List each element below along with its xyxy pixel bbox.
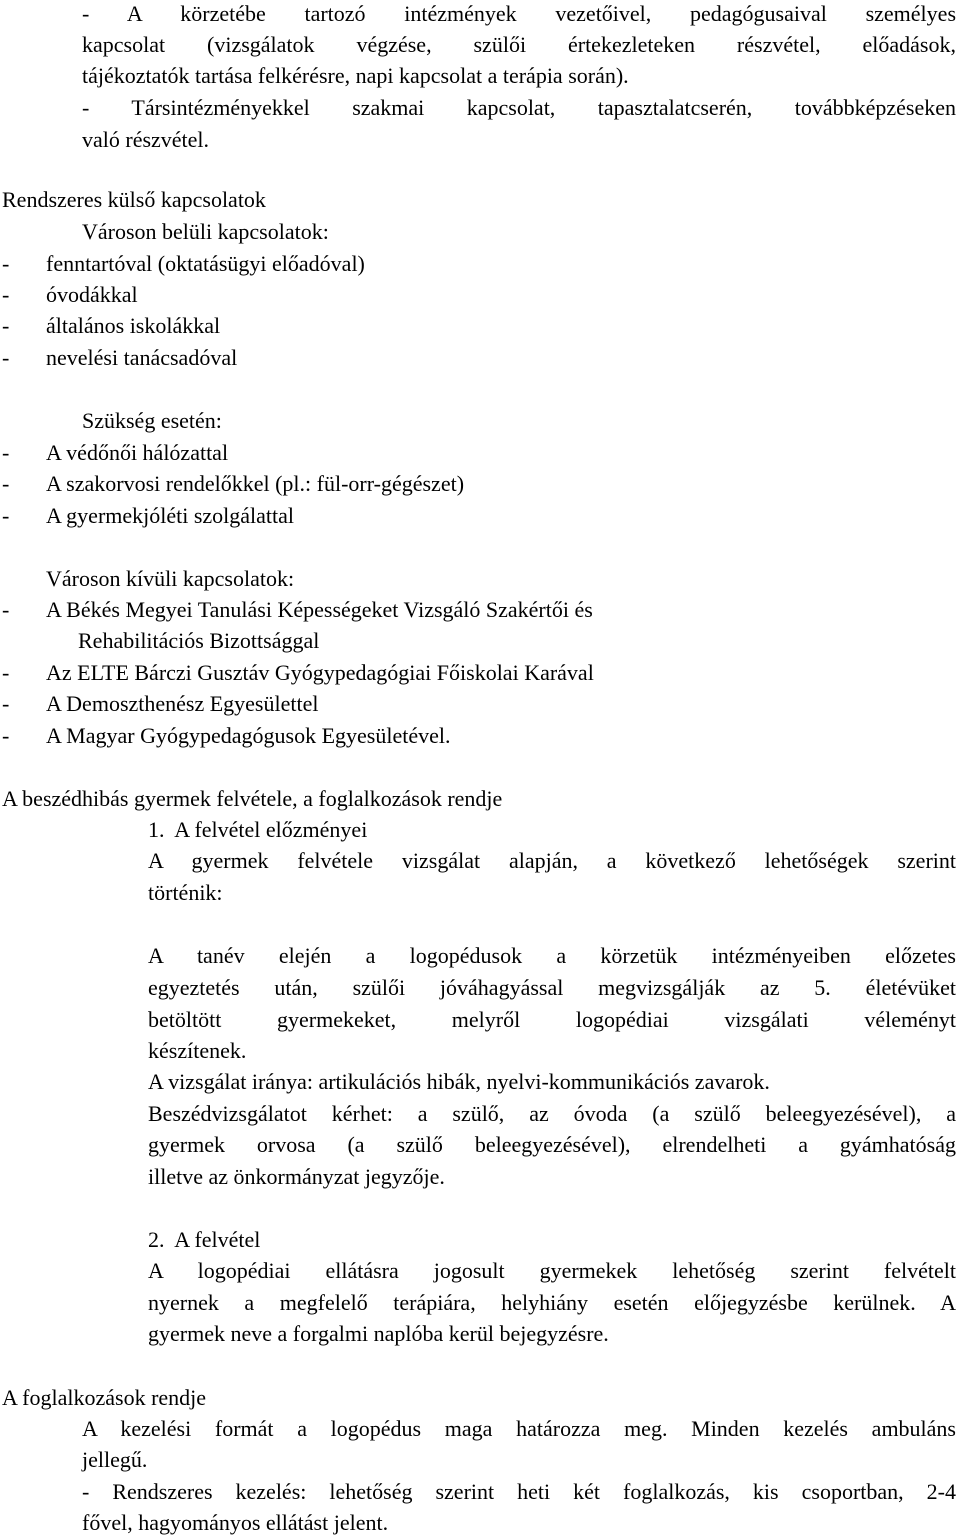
paragraph-line: A vizsgálat iránya: artikulációs hibák, nyelvi-kommunikációs zavarok. [148, 1069, 770, 1094]
paragraph-line: gyermek orvosa (a szülő beleegyezésével), elrendelheti a gyámhatóság [148, 1132, 956, 1157]
subsection-heading: Városon belüli kapcsolatok: [82, 219, 329, 244]
section-heading: Rendszeres külső kapcsolatok [2, 187, 266, 212]
paragraph-line: jellegű. [82, 1447, 148, 1472]
paragraph-line: A tanév elején a logopédusok a körzetük intézményeiben előzetes [148, 943, 956, 968]
intro-line: kapcsolat (vizsgálatok végzése, szülői értekezleteken részvétel, előadások, [82, 32, 956, 57]
paragraph-line: készítenek. [148, 1038, 247, 1063]
paragraph-line: történik: [148, 880, 223, 905]
paragraph-line: fővel, hagyományos ellátást jelent. [82, 1510, 389, 1535]
paragraph-line: A kezelési formát a logopédus maga határozza meg. Minden kezelés ambuláns [82, 1416, 956, 1441]
subsection-heading: Városon kívüli kapcsolatok: [46, 566, 295, 591]
paragraph-line: nyernek a megfelelő terápiára, helyhiány esetén előjegyzésbe kerülnek. A [148, 1290, 956, 1315]
numbered-heading: 1. A felvétel előzményei [148, 817, 368, 842]
paragraph-line: betöltött gyermekeket, melyről logopédiai vizsgálati véleményt [148, 1007, 956, 1032]
paragraph-line: gyermek neve a forgalmi naplóba kerül bejegyzésre. [148, 1321, 609, 1346]
paragraph-line: A logopédiai ellátásra jogosult gyermekek lehetőség szerint felvételt [148, 1258, 956, 1283]
subsection-heading: Szükség esetén: [82, 408, 222, 433]
paragraph-line: egyeztetés után, szülői jóváhagyással megvizsgálják az 5. életévüket [148, 975, 956, 1000]
intro-line: - Társintézményekkel szakmai kapcsolat, tapasztalatcserén, továbbképzéseken [82, 95, 956, 120]
paragraph-line: A gyermek felvétele vizsgálat alapján, a következő lehetőségek szerint [148, 848, 956, 873]
section-heading: A beszédhibás gyermek felvétele, a foglalkozások rendje [2, 786, 503, 811]
paragraph-line: illetve az önkormányzat jegyzője. [148, 1164, 445, 1189]
paragraph-line: Beszédvizsgálatot kérhet: a szülő, az óvoda (a szülő beleegyezésével), a [148, 1101, 956, 1126]
intro-line: tájékoztatók tartása felkérésre, napi kapcsolat a terápia során). [82, 63, 629, 88]
paragraph-line: - Rendszeres kezelés: lehetőség szerint heti két foglalkozás, kis csoportban, 2-4 [82, 1479, 956, 1504]
section-heading: A foglalkozások rendje [2, 1385, 207, 1410]
list-item-continuation: Rehabilitációs Bizottsággal [78, 628, 320, 653]
numbered-heading: 2. A felvétel [148, 1227, 261, 1252]
intro-line: való részvétel. [82, 127, 210, 152]
intro-line: - A körzetébe tartozó intézmények vezetőivel, pedagógusaival személyes [82, 1, 956, 26]
